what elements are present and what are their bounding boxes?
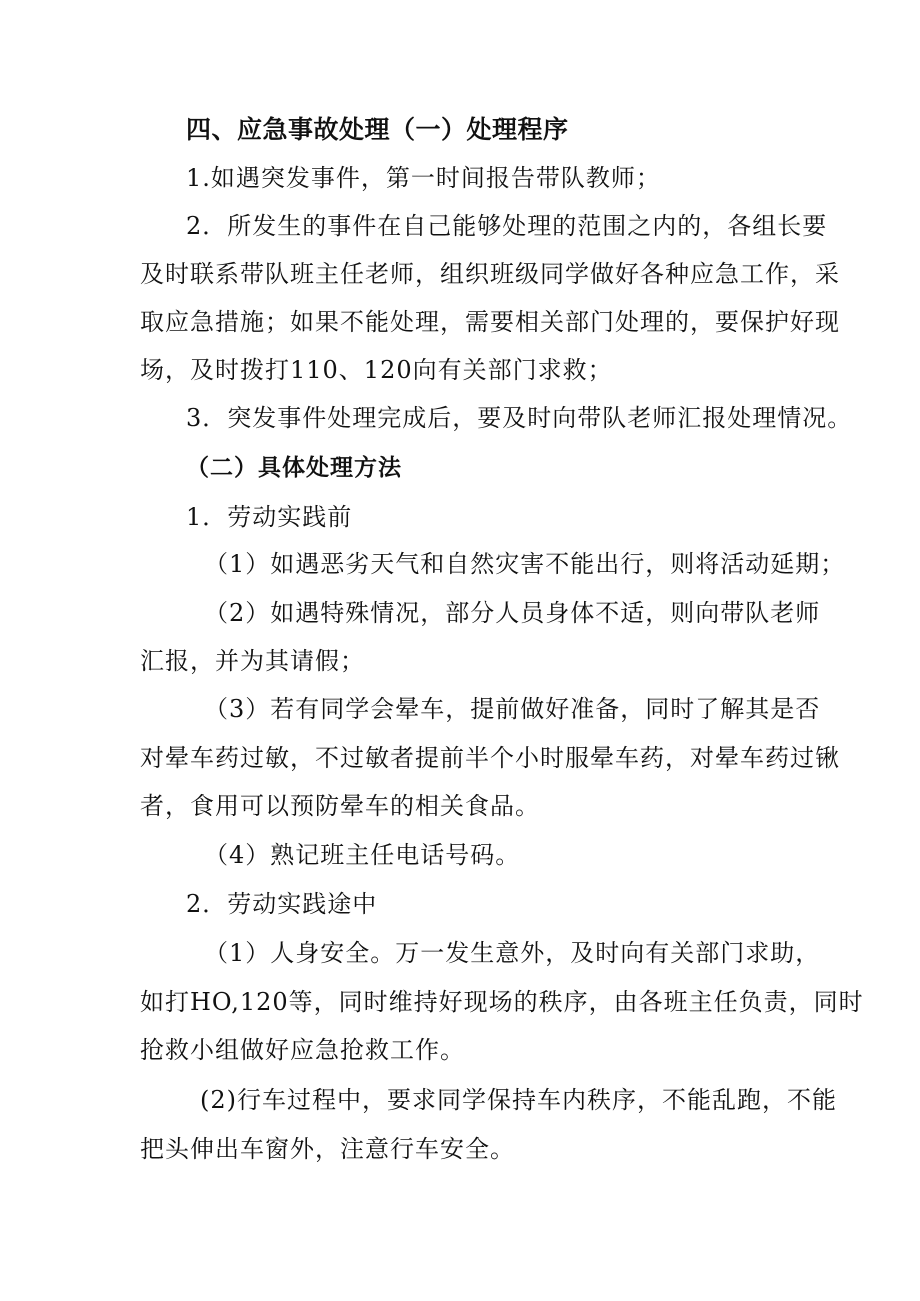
during-practice-title: 2．劳动实践途中 [186, 890, 378, 918]
procedure-item-3: 3．突发事件处理完成后，要及时向带队老师汇报处理情况。 [186, 404, 853, 432]
during-item-2-line-1: (2)行车过程中，要求同学保持车内秩序，不能乱跑，不能 [200, 1086, 837, 1114]
before-item-2-line-2: 汇报，并为其请假； [140, 647, 365, 675]
procedure-item-1: 1.如遇突发事件，第一时间报告带队教师； [186, 164, 661, 192]
during-item-1-line-3: 抢救小组做好应急抢救工作。 [140, 1036, 465, 1064]
before-item-3-line-2: 对晕车药过敏，不过敏者提前半个小时服晕车药，对晕车药过锹 [140, 744, 840, 772]
before-practice-title: 1．劳动实践前 [186, 503, 353, 531]
procedure-item-2-line-3: 取应急措施；如果不能处理，需要相关部门处理的，要保护好现 [140, 308, 840, 336]
procedure-item-2-line-2: 及时联系带队班主任老师，组织班级同学做好各种应急工作，采 [140, 260, 840, 288]
procedure-item-2-line-1: 2．所发生的事件在自己能够处理的范围之内的，各组长要 [186, 212, 828, 240]
during-item-2-line-2: 把头伸出车窗外，注意行车安全。 [140, 1135, 515, 1163]
during-item-1-line-1: （1）人身安全。万一发生意外，及时向有关部门求助， [204, 939, 821, 967]
procedure-item-2-line-4: 场，及时拨打110、120向有关部门求救； [140, 356, 613, 384]
methods-heading: （二）具体处理方法 [186, 455, 402, 481]
before-item-4: （4）熟记班主任电话号码。 [204, 841, 521, 869]
before-item-1: （1）如遇恶劣天气和自然灾害不能出行，则将活动延期； [204, 550, 846, 578]
before-item-3-line-3: 者，食用可以预防晕车的相关食品。 [140, 792, 540, 820]
before-item-3-line-1: （3）若有同学会晕车，提前做好准备，同时了解其是否 [204, 695, 821, 723]
section-heading: 四、应急事故处理（一）处理程序 [186, 115, 569, 144]
during-item-1-line-2: 如打HO,120等，同时维持好现场的秩序，由各班主任负责，同时 [140, 988, 864, 1016]
before-item-2-line-1: （2）如遇特殊情况，部分人员身体不适，则向带队老师 [204, 599, 821, 627]
